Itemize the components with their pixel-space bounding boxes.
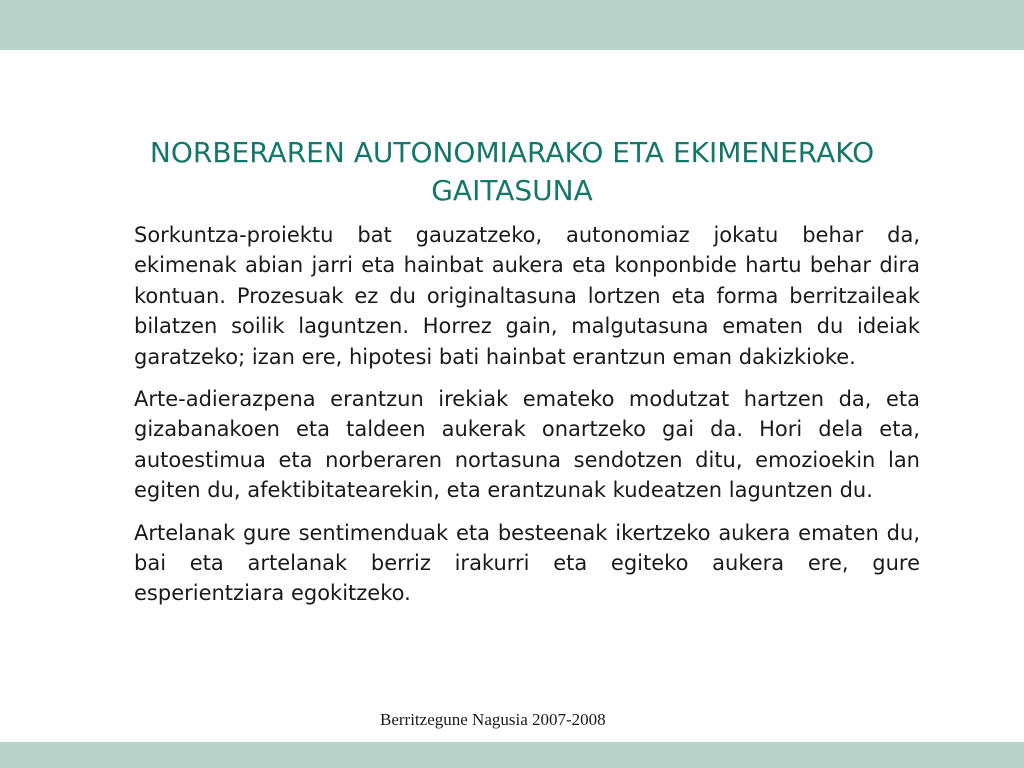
footer-text: Berritzegune Nagusia 2007-2008 [380,710,606,729]
top-band [0,0,1024,50]
paragraph-3: Artelanak gure sentimenduak eta besteenak ikertzeko aukera ematen du, bai eta artelanak berriz irakurri eta egiteko aukera ere, gure esperientziara egokitzeko. [134,520,920,606]
paragraph-2: Arte-adierazpena erantzun irekiak emateko modutzat hartzen da, eta gizabanakoen eta taldeen aukerak onartzeko gai da. Hori dela eta, autoestimua eta norberaren nortasuna sendotzen ditu, emozioekin lan egiten du, afektibitatearekin, eta erantzunak kudeatzen laguntzen du. [134,387,920,503]
bottom-band [0,742,1024,768]
slide-body [134,220,920,621]
paragraph-1: Sorkuntza-proiektu bat gauzatzeko, autonomiaz jokatu behar da, ekimenak abian jarri eta hainbat aukera eta konponbide hartu behar dira kontuan. Prozesuak ez du originaltasuna lortzen eta forma berritzaileak bilatzen soilik laguntzen. Horrez gain, malgutasuna ematen du ideiak garatzeko; izan ere, hipotesi bati hainbat erantzun eman dakizkioke. [134,223,920,369]
slide-title: NORBERAREN AUTONOMIARAKO ETA EKIMENERAKO GAITASUNA [149,136,875,207]
